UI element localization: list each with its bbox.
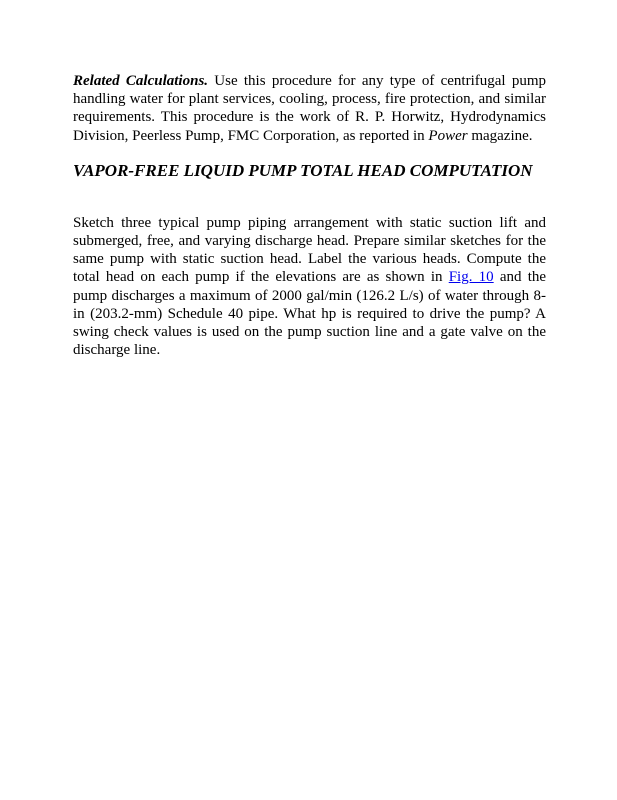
- related-calculations-text-2: magazine.: [467, 127, 533, 144]
- problem-text-2: and the pump discharges a maximum of 2000 gal/min (126.2 L/s) of water through 8-in (203.2-mm) Schedule 40 pipe. What hp is required to drive the pump? A swing check values is used on the pump suction line and a gate valve on the discharge line.: [73, 269, 547, 359]
- document-page: [73, 72, 546, 359]
- related-calculations-lead: Related Calculations.: [73, 73, 209, 89]
- figure-link[interactable]: Fig. 10: [448, 269, 494, 286]
- related-calculations-paragraph: [73, 72, 546, 145]
- related-calculations-text-1: Use this procedure for any type of centrifugal pump handling water for plant services, cooling, process, fire protection, and similar requirements. This procedure is the work of R. P. Horwitz, Hydrodynamics Division, Peerless Pump, FMC Corporation, as reported in: [73, 73, 546, 144]
- problem-text-1: Sketch three typical pump piping arrangement with static suction lift and submerged, free, and varying discharge head. Prepare similar sketches for the same pump with static suction head. Label the various heads. Compute the total head on each pump if the elevations are as shown in: [73, 214, 546, 286]
- section-heading: VAPOR-FREE LIQUID PUMP TOTAL HEAD COMPUTATION: [73, 160, 533, 180]
- problem-paragraph: [73, 214, 546, 360]
- power-magazine-title: Power: [428, 127, 468, 144]
